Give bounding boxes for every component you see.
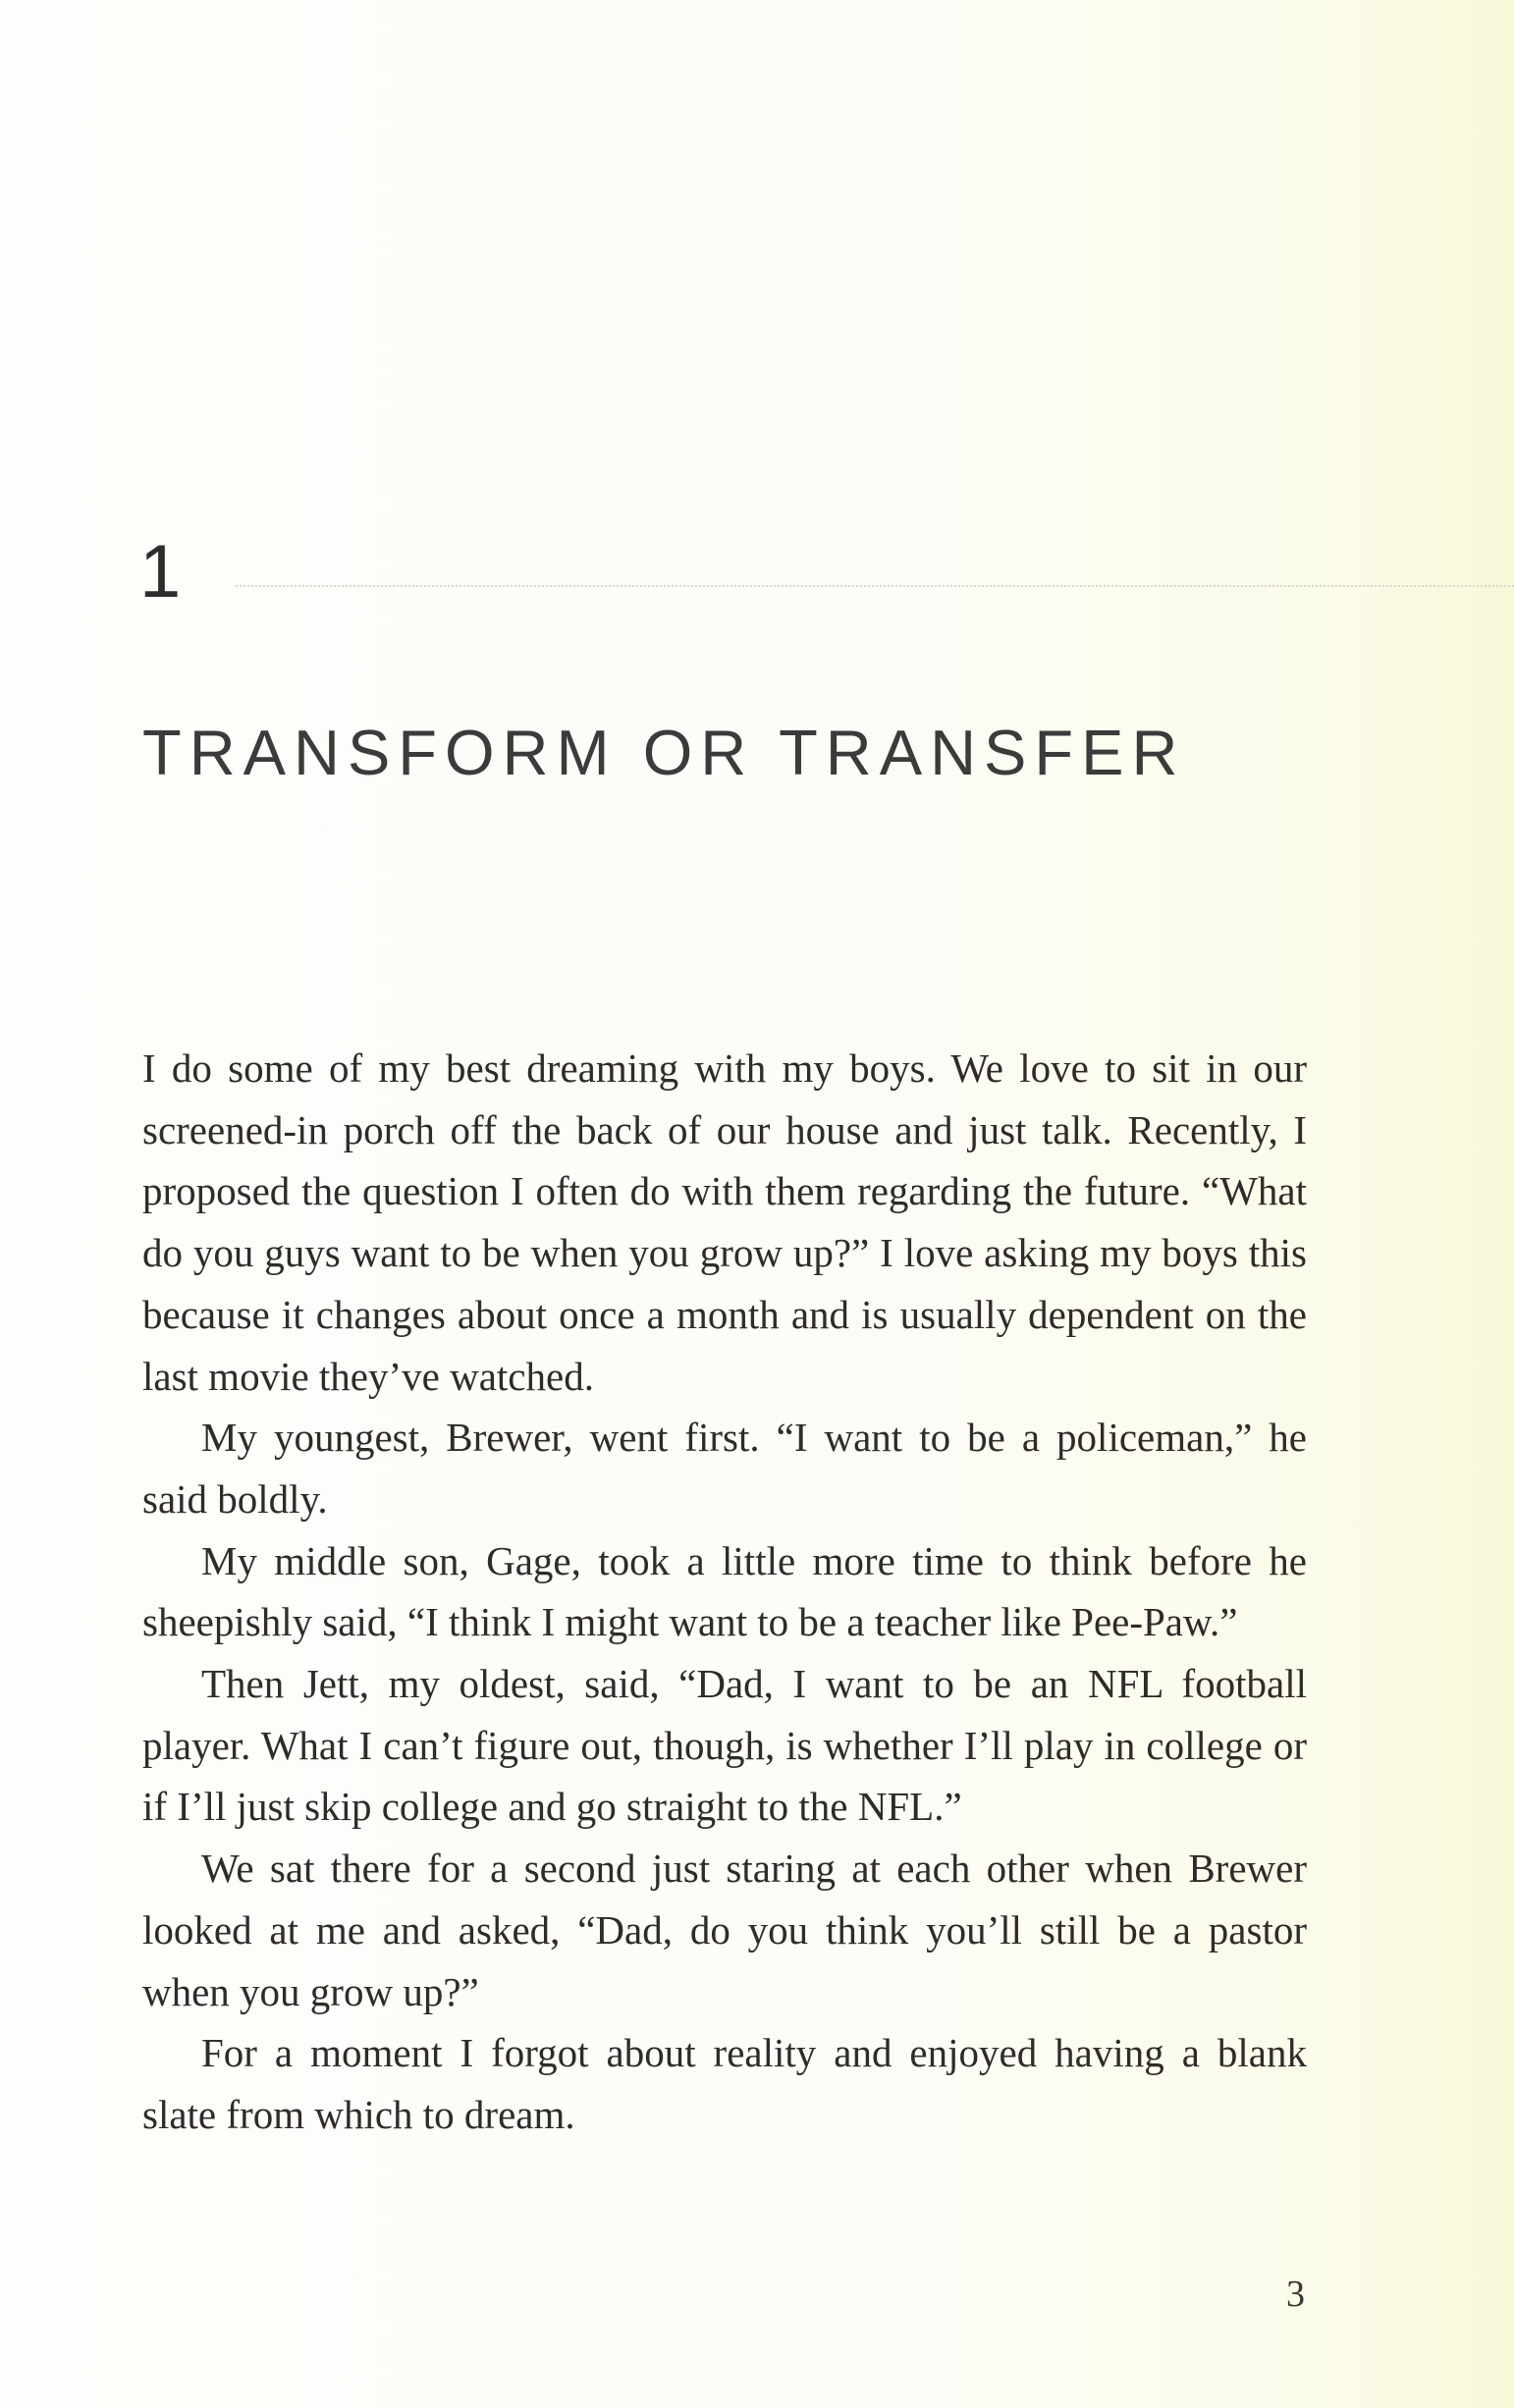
chapter-title: TRANSFORM OR TRANSFER: [142, 716, 1186, 788]
chapter-number: 1: [139, 530, 182, 614]
paragraph: My youngest, Brewer, went first. “I want to be a policeman,” he said boldly.: [142, 1415, 1307, 1522]
paragraph: We sat there for a second just staring at each other when Brewer looked at me and asked, “Dad, do you think you’ll still be a pastor when you grow up?”: [142, 1846, 1307, 2014]
paragraph: For a moment I forgot about reality and enjoyed having a blank slate from which to dream.: [142, 2030, 1307, 2137]
paragraph: My middle son, Gage, took a little more time to think before he sheepishly said, “I think I might want to be a teacher like Pee-Paw.”: [142, 1537, 1307, 1645]
page-number: 3: [1286, 2274, 1305, 2315]
paragraph: I do some of my best dreaming with my boys. We love to sit in our screened-in porch off the back of our house and just talk. Recently, I proposed the question I often do with them regarding the future. “What do you guys want to be when you grow up?” I love asking my boys this because it changes about once a month and is usually dependent on the last movie they’ve watched.: [142, 1045, 1307, 1399]
chapter-body: [142, 1038, 1307, 2146]
chapter-rule: [236, 585, 1514, 587]
paragraph: Then Jett, my oldest, said, “Dad, I want to be an NFL football player. What I can’t figure out, though, is whether I’ll play in college or if I’ll just skip college and go straight to the NFL.”: [142, 1661, 1307, 1830]
